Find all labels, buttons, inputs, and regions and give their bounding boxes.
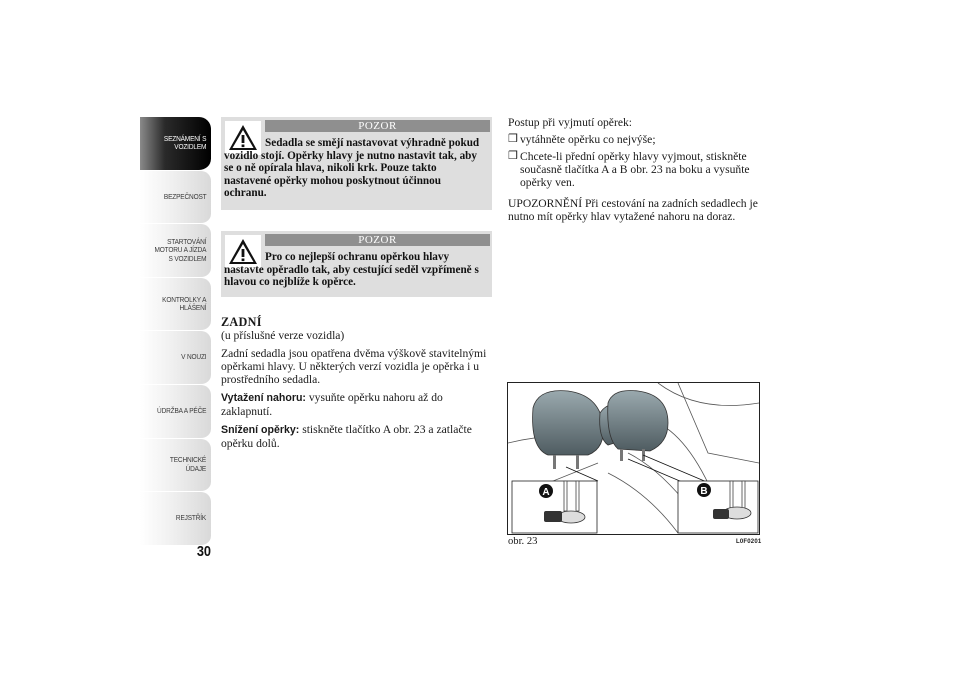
tab-technicke[interactable]: TECHNICKÉ ÚDAJE <box>140 439 211 493</box>
warning-box-2 <box>221 231 492 297</box>
checkbox-bullet-icon: ❒ <box>508 150 518 162</box>
tab-kontrolky[interactable]: KONTROLKY A HLÁŠENÍ <box>140 278 211 332</box>
tab-v-nouzi[interactable]: V NOUZI <box>140 331 211 385</box>
warning-box-1 <box>221 117 492 210</box>
tab-bezpecnost[interactable]: BEZPEČNOST <box>140 171 211 225</box>
warning-title: POZOR <box>265 234 490 246</box>
label-a: A <box>542 487 550 498</box>
paragraph-raise <box>221 391 496 418</box>
warning-title: POZOR <box>265 120 490 132</box>
figure-caption: obr. 23 <box>508 536 538 547</box>
paragraph-lower <box>221 423 496 450</box>
figure-code: L0F0201 <box>736 539 762 545</box>
tab-rejstrik[interactable]: REJSTŘÍK <box>140 492 211 546</box>
right-column <box>508 116 778 227</box>
headrest-illustration <box>508 383 759 534</box>
checkbox-bullet-icon: ❒ <box>508 133 518 145</box>
lower-label: Snížení opěrky: <box>221 424 300 436</box>
section-subheading: (u příslušné verze vozidla) <box>221 329 345 342</box>
raise-text: vysuňte opěrku nahoru až do zaklapnutí. <box>221 391 443 418</box>
label-b: B <box>700 486 708 497</box>
headrest-figure <box>507 382 760 535</box>
warning-text: Pro co nejlepší ochranu opěrkou hlavy nastavte opěradlo tak, aby cestující seděl vzpřímeně s hlavou co nejblíže k opěrce. <box>224 251 479 288</box>
page-number: 30 <box>196 543 211 560</box>
paragraph: Zadní sedadla jsou opatřena dvěma výškově stavitelnými opěrkami hlavy. U některých verzí vozidla je opěrka i u prostředního sedadla. <box>221 347 487 386</box>
lower-text: stiskněte tlačítko A obr. 23 a zatlačte opěrku dolů. <box>221 423 472 450</box>
chapter-sidebar <box>140 117 211 546</box>
section-heading: ZADNÍ <box>221 315 262 329</box>
procedure-intro: Postup při vyjmutí opěrek: <box>508 116 632 129</box>
list-item: ❒ vytáhněte opěrku co nejvýše; <box>508 133 656 146</box>
note: UPOZORNĚNÍ Při cestování na zadních sedadlech je nutno mít opěrky hlav vytažené nahoru na doraz. <box>508 197 758 223</box>
raise-label: Vytažení nahoru: <box>221 392 306 404</box>
tab-startovani[interactable]: STARTOVÁNÍ MOTORU A JÍZDA S VOZIDLEM <box>140 224 211 278</box>
list-item: ❒ Chcete-li přední opěrky hlavy vyjmout, stiskněte současně tlačítka A a B obr. 23 na boku a vysuňte opěrky ven. <box>508 150 750 189</box>
left-column <box>221 316 496 455</box>
warning-text: Sedadla se smějí nastavovat výhradně pokud vozidlo stojí. Opěrky hlavy je nutno nastavit tak, aby se o ně opírala hlava, nikoli krk. Pouze takto nastavené opěrky mohou poskytnout účinnou ochranu. <box>224 137 480 199</box>
tab-seznameni[interactable]: SEZNÁMENÍ S VOZIDLEM <box>140 117 211 171</box>
tab-udrzba[interactable]: ÚDRŽBA A PÉČE <box>140 385 211 439</box>
